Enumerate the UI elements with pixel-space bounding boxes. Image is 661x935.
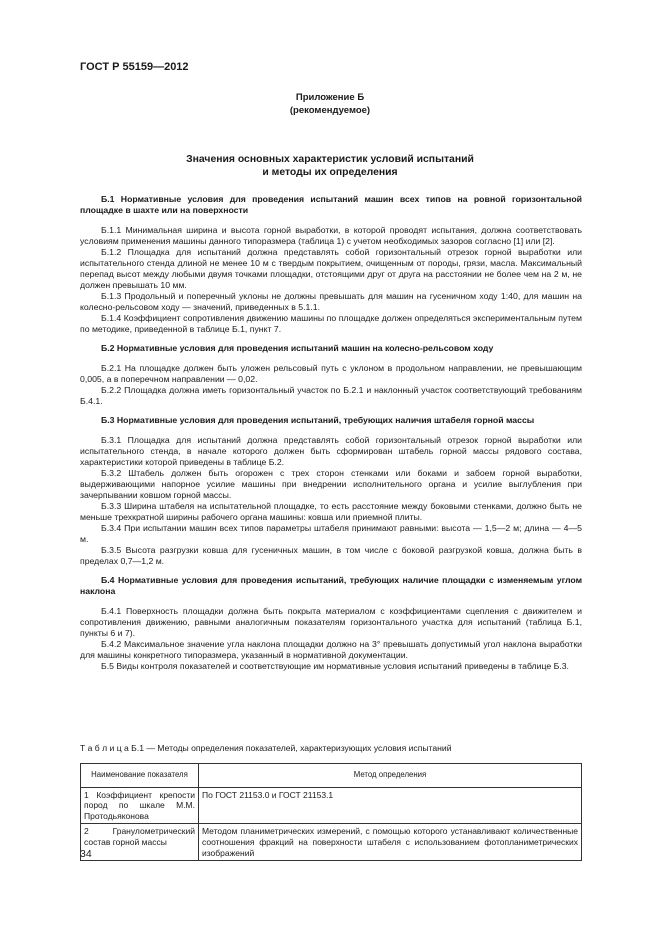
column-header: Наименование показателя [81, 764, 199, 788]
methods-table [80, 763, 582, 861]
paragraph-b3-2: Б.3.2 Штабель должен быть огорожен с трех сторон стенками или боками и забоем горной выработки, выдерживающими напорное усилие машины при внедрении исполнительного органа и усилие выглубления при зачерпывании ковшом горной массы. [80, 467, 582, 500]
table-cell: 1 Коэффициент крепости пород по шкале М.М. Протодьяконова [81, 787, 199, 824]
document-heading-line1: Значения основных характеристик условий испытаний [186, 154, 474, 165]
section-heading-b1: Б.1 Нормативные условия для проведения испытаний машин всех типов на ровной горизонтальной площадке в шахте или на поверхности [80, 194, 582, 215]
section-heading-b2: Б.2 Нормативные условия для проведения испытаний машин на колесно-рельсовом ходу [101, 343, 494, 353]
table-cell: Методом планиметрических измерений, с помощью которого устанавливают количественные соотношения фракций на поверхности штабеля с использованием фотопланиметрических изображений [199, 824, 582, 861]
table-caption: Т а б л и ц а Б.1 — Методы определения показателей, характеризующих условия испытаний [80, 743, 452, 753]
paragraph-b4-1: Б.4.1 Поверхность площадки должна быть покрыта материалом с коэффициентами сцепления с движителем и сопротивления движению, равными аналогичным показателям горизонтального участка для испытаний (таблица Б.1, пункты 6 и 7). [80, 605, 582, 638]
appendix-subtitle: (рекомендуемое) [289, 105, 371, 116]
table-header-row [81, 764, 582, 788]
section-heading-b3: Б.3 Нормативные условия для проведения испытаний, требующих наличия штабеля горной массы [101, 415, 535, 425]
paragraph-b3-5: Б.3.5 Высота разгрузки ковша для гусеничных машин, в том числе с боковой разгрузкой ковша, должна быть в пределах 0,7—1,2 м. [80, 544, 582, 566]
appendix-title: Приложение Б [295, 92, 365, 103]
column-header: Метод определения [199, 764, 582, 788]
table-cell: По ГОСТ 21153.0 и ГОСТ 21153.1 [199, 787, 582, 824]
paragraph-b4-2: Б.4.2 Максимальное значение угла наклона площадки должно на 3° превышать допустимый угол наклона выработки для машины конкретного типоразмера, указанный в нормативной документации. [80, 638, 582, 660]
table-row [81, 787, 582, 824]
page-number: 34 [80, 848, 92, 860]
table-row [81, 824, 582, 861]
paragraph-b5: Б.5 Виды контроля показателей и соответствующие им нормативные условия испытаний приведены в таблице Б.3. [101, 660, 569, 671]
paragraph-b1-3: Б.1.3 Продольный и поперечный уклоны не должны превышать для машин на гусеничном ходу 1:40, для машин на колесно-рельсовом ходу — значений, приведенных в 5.1.1. [80, 290, 582, 312]
paragraph-b2-1: Б.2.1 На площадке должен быть уложен рельсовый путь с уклоном в продольном направлении, не превышающим 0,005, а в поперечном направлении — 0,02. [80, 362, 582, 384]
paragraph-b3-3: Б.3.3 Ширина штабеля на испытательной площадке, то есть расстояние между боковыми стенками, должно быть не меньше трехкратной ширины рабочего органа машины: ковша или приемной плиты. [80, 500, 582, 522]
section-heading-b4: Б.4 Нормативные условия для проведения испытаний, требующих наличие площадки с изменяемым углом наклона [80, 575, 582, 596]
document-heading-line2: и методы их определения [262, 167, 398, 178]
paragraph-b3-4: Б.3.4 При испытании машин всех типов параметры штабеля принимают равными: высота — 1,5—2 м; длина — 4—5 м. [80, 522, 582, 544]
paragraph-b3-1: Б.3.1 Площадка для испытаний должна представлять собой горизонтальный отрезок горной выработки или испытательного стенда, в начале которого должен быть сформирован штабель горной массы рядового состава, характеристики которой приведены в таблице Б.2. [80, 434, 582, 467]
paragraph-b1-1: Б.1.1 Минимальная ширина и высота горной выработки, в которой проводят испытания, должна соответствовать условиям применения машины данного типоразмера (таблица 1) с учетом необходимых зазоров согласно [1] или [2]. [80, 224, 582, 246]
table-cell: 2 Гранулометрический состав горной массы [81, 824, 199, 861]
document-body [80, 194, 582, 672]
paragraph-b1-2: Б.1.2 Площадка для испытаний должна представлять собой горизонтальный отрезок горной выработки или испытательного стенда длиной не менее 10 м с твердым покрытием, очищенным от породы, грязи, масла. Максимальный перепад высот между любыми двумя точками площадки, отстоящими друг от друга на расстоянии не более чем на 2 м, не должен превышать 10 мм. [80, 246, 582, 290]
paragraph-b2-2: Б.2.2 Площадка должна иметь горизонтальный участок по Б.2.1 и наклонный участок соответствующий требованиям Б.4.1. [80, 384, 582, 406]
standard-header: ГОСТ Р 55159—2012 [80, 61, 189, 73]
paragraph-b1-4: Б.1.4 Коэффициент сопротивления движению машины по площадке должен определяться экспериментальным путем по методике, приведенной в таблице Б.1, пункт 7. [80, 312, 582, 334]
